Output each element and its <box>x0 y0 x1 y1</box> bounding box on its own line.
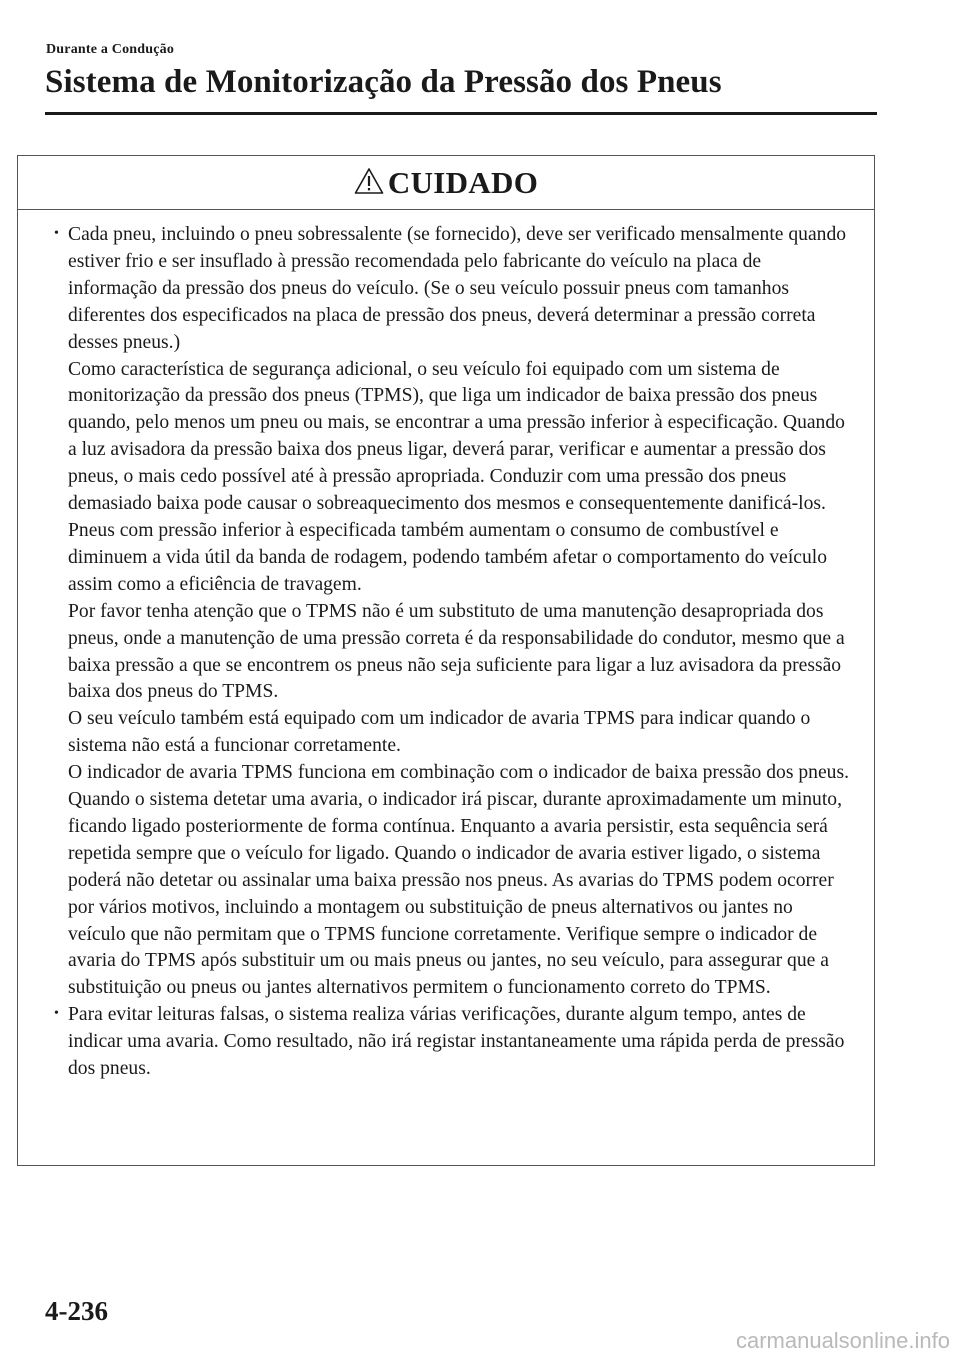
bullet-item <box>54 222 852 1002</box>
title-rule <box>45 112 877 115</box>
section-label: Durante a Condução <box>46 42 175 57</box>
bullet-dot: • <box>54 1006 59 1022</box>
bullet-item <box>54 1002 852 1083</box>
bullet-dot: • <box>54 226 59 241</box>
warning-triangle-icon <box>354 167 384 195</box>
page-title: Sistema de Monitorização da Pressão dos Pneus <box>45 64 722 100</box>
watermark: carmanualsonline.info <box>735 1328 950 1353</box>
page-number: 4-236 <box>45 1296 108 1326</box>
paragraph: Para evitar leituras falsas, o sistema realiza várias verificações, durante algum tempo, antes de indicar uma avaria. Como resultado, não irá registar instantaneamente uma rápida perda de pressão dos pneus. <box>68 1004 845 1080</box>
paragraph: O seu veículo também está equipado com um indicador de avaria TPMS para indicar quando o sistema não está a funcionar corretamente. <box>68 708 811 757</box>
paragraph: Cada pneu, incluindo o pneu sobressalente (se fornecido), deve ser verificado mensalmente quando estiver frio e ser insuflado à pressão recomendada pelo fabricante do veículo na placa de informação da pressão dos pneus do veículo. (Se o seu veículo possuir pneus com tamanhos diferentes dos especificados na placa de pressão dos pneus, deverá determinar a pressão correta desses pneus.) <box>68 224 847 353</box>
caution-box <box>17 155 875 1166</box>
paragraph: Por favor tenha atenção que o TPMS não é um substituto de uma manutenção desapropriada dos pneus, onde a manutenção de uma pressão correta é da responsabilidade do condutor, mesmo que a baixa pressão a que se encontrem os pneus não seja suficiente para ligar a luz avisadora da pressão baixa dos pneus do TPMS. <box>68 600 845 703</box>
paragraph: O indicador de avaria TPMS funciona em combinação com o indicador de baixa pressão dos pneus. Quando o sistema detetar uma avaria, o indicador irá piscar, durante aproximadamente um minuto, ficando ligado posteriormente de forma contínua. Enquanto a avaria persistir, esta sequência será repetida sempre que o veículo for ligado. Quando o indicador de avaria estiver ligado, o sistema poderá não detetar ou assinalar uma baixa pressão nos pneus. As avarias do TPMS podem ocorrer por vários motivos, incluindo a montagem ou substituição de pneus alternativos ou jantes no veículo que não permitam que o TPMS funcione corretamente. Verifique sempre o indicador de avaria do TPMS após substituir um ou mais pneus ou jantes, no seu veículo, para assegurar que a substituição ou pneus ou jantes alternativos permitem o funcionamento correto do TPMS. <box>68 762 849 999</box>
paragraph: Como característica de segurança adicional, o seu veículo foi equipado com um sistema de monitorização da pressão dos pneus (TPMS), que liga um indicador de baixa pressão dos pneus quando, pelo menos um pneu ou mais, se encontrar a uma pressão inferior à especificação. Quando a luz avisadora da pressão baixa dos pneus ligar, deverá parar, verificar e aumentar a pressão dos pneus, o mais cedo possível até à pressão apropriada. Conduzir com uma pressão dos pneus demasiado baixa pode causar o sobreaquecimento dos mesmos e consequentemente danificá-los. Pneus com pressão inferior à especificada também aumentam o consumo de combustível e diminuem a vida útil da banda de rodagem, podendo também afetar o comportamento do veículo assim como a eficiência de travagem. <box>68 358 845 595</box>
caution-header <box>18 156 874 210</box>
caution-title: CUIDADO <box>387 164 539 200</box>
caution-body <box>18 210 874 1083</box>
